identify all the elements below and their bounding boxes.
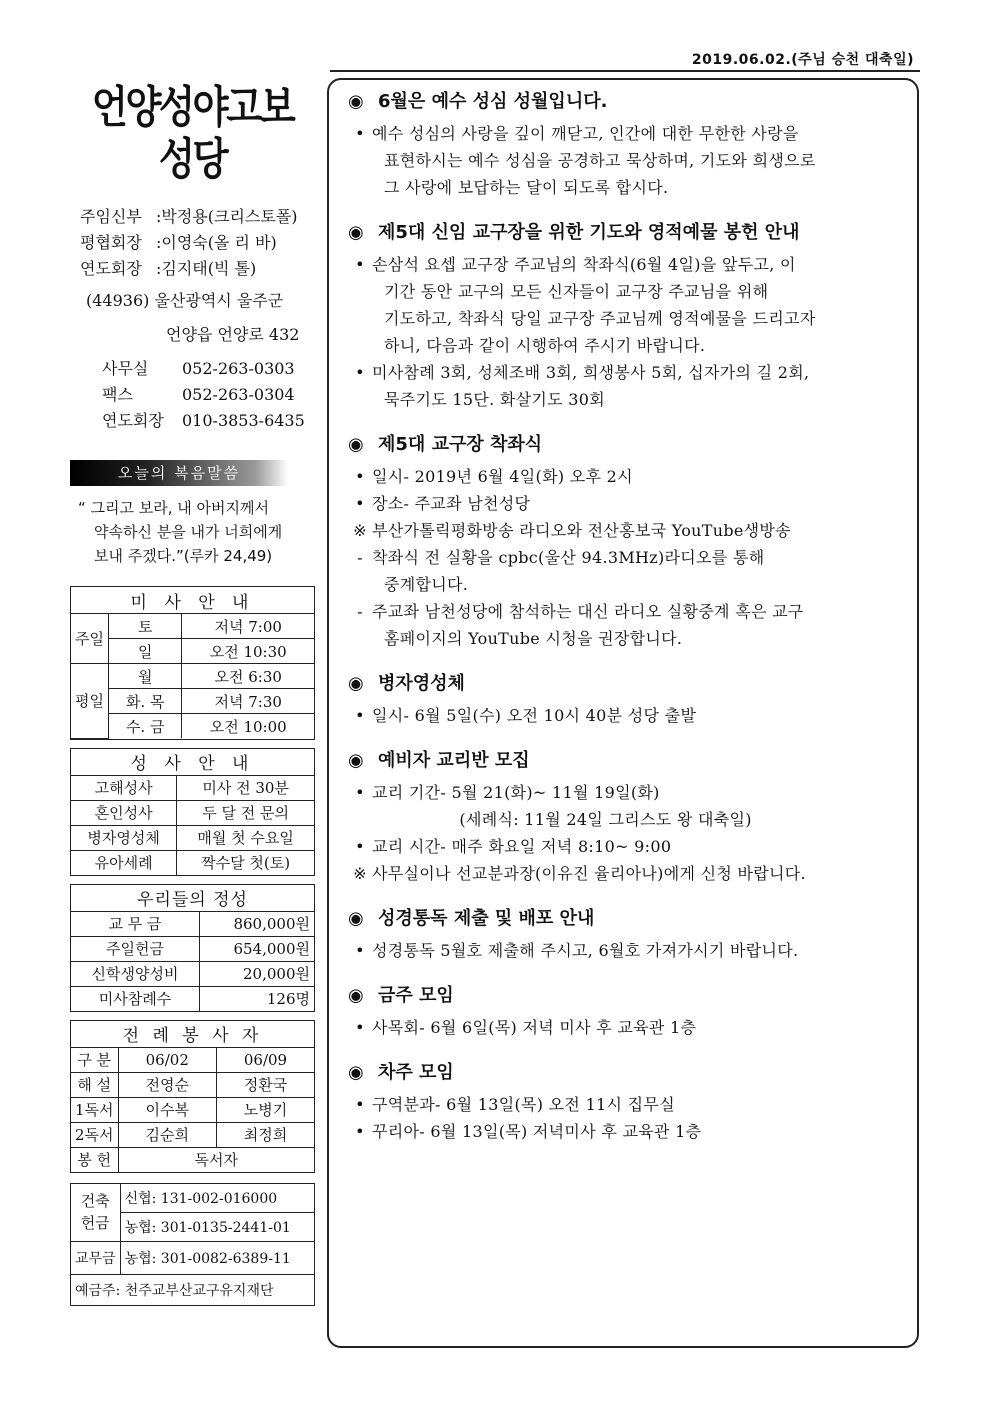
line-marker: ※ <box>353 521 367 540</box>
sunday-label: 주일 <box>71 614 108 664</box>
section-line: • 꾸리아- 6월 13일(목) 저녁미사 후 교육관 1층 <box>348 1118 908 1145</box>
section-line: • 구역분과- 6월 13일(목) 오전 11시 집무실 <box>348 1091 908 1118</box>
title-line-2: 성당 <box>158 134 227 185</box>
announcement-section <box>348 978 908 1041</box>
sacraments-table: 성 사 안 내 고해성사 미사 전 30분 혼인성사 두 달 전 문의 병자영성체 매월 첫 수요일 유아세례 짝수달 첫(토) <box>71 749 314 875</box>
offering-title: 우리들의 정성 <box>71 885 314 912</box>
section-bullet-icon: ◉ <box>348 91 364 112</box>
servers-table: 전 례 봉 사 자 구 분 06/02 06/09 해 설 전영순 정환국 1독서 이수복 노병기 2독서 김순희 최정희 봉 헌 독서자 <box>71 1021 314 1172</box>
section-line: • 예수 성심의 사랑을 깊이 깨닫고, 인간에 대한 무한한 사랑을 <box>348 120 908 147</box>
announcement-section <box>348 84 908 201</box>
section-line: 중계합니다. <box>384 575 469 594</box>
section-bullet-icon: ◉ <box>348 222 364 243</box>
section-line: • 사목회- 6월 6일(목) 저녁 미사 후 교육관 1층 <box>348 1014 908 1041</box>
title-line-1: 언양성야고보 <box>91 82 294 133</box>
section-line: 표현하시는 예수 성심을 공경하고 묵상하며, 기도와 희생으로 <box>384 151 816 170</box>
section-line: • 교리 시간- 매주 화요일 저녁 8:10~ 9:00 <box>348 833 908 860</box>
mass-title: 미 사 안 내 <box>71 587 314 614</box>
section-bullet-icon: ◉ <box>348 750 364 771</box>
header-rule <box>330 70 920 72</box>
line-marker: • <box>355 124 365 143</box>
section-title: ◉ 금주 모임 <box>348 978 908 1014</box>
building-fund-box <box>70 1183 315 1306</box>
section-line: ※ 부산가톨릭평화방송 라디오와 전산홍보국 YouTube생방송 <box>348 517 908 544</box>
section-line: • 손삼석 요셉 교구장 주교님의 착좌식(6월 4일)을 앞두고, 이 <box>348 251 908 278</box>
section-line: 기간 동안 교구의 모든 신자들이 교구장 주교님을 위해 <box>384 282 769 301</box>
section-bullet-icon: ◉ <box>348 1062 364 1083</box>
info-row: 평협회장 :이영숙(올 리 바) <box>80 233 277 252</box>
line-marker: • <box>355 837 365 856</box>
line-marker: • <box>355 706 365 725</box>
section-line: • 장소- 주교좌 남천성당 <box>348 490 908 517</box>
section-title: ◉ 성경통독 제출 및 배포 안내 <box>348 901 908 937</box>
staff-info <box>80 204 315 282</box>
line-marker: • <box>355 783 365 802</box>
mass-schedule-table: 미 사 안 내 주일 토 저녁 7:00 일 오전 10:30 평일 월 오전 6:30 화. 목 저녁 7:30 수. 금 오전 10:00 <box>71 587 314 739</box>
section-line: (세례식: 11월 24일 그리스도 왕 대축일) <box>384 810 752 829</box>
line-marker: • <box>355 363 365 382</box>
section-line: • 일시- 2019년 6월 4일(화) 오후 2시 <box>348 463 908 490</box>
announcement-section <box>348 901 908 964</box>
bulletin-date: 2019.06.02.(주님 승천 대축일) <box>691 52 914 68</box>
line-marker: ※ <box>353 864 367 883</box>
section-line: 묵주기도 15단. 화살기도 30회 <box>384 390 606 409</box>
offering-box <box>70 884 315 1012</box>
sacraments-box <box>70 748 315 876</box>
section-line: 홈페이지의 YouTube 시청을 권장합니다. <box>384 629 683 648</box>
announcement-section <box>348 427 908 652</box>
building-fund-table: 건축헌금 신협: 131-002-016000 농협: 301-0135-2441-01 교무금 농협: 301-0082-6389-11 예금주: 천주교부산교구유지재단 <box>71 1184 314 1305</box>
announcement-section <box>348 743 908 887</box>
section-bullet-icon: ◉ <box>348 908 364 929</box>
gospel-text: “ 그리고 보라, 내 아버지께서 약속하신 분을 내가 너희에게 보내 주겠다.”(루카 24,49) <box>78 499 283 565</box>
section-line: • 성경통독 5월호 제출해 주시고, 6월호 가져가시기 바랍니다. <box>348 937 908 964</box>
line-marker: • <box>355 494 365 513</box>
info-row: 연도회장 :김지태(빅 톨) <box>80 259 257 278</box>
contacts <box>70 356 315 434</box>
section-line: 그 사랑에 보답하는 달이 되도록 합시다. <box>384 178 669 197</box>
line-marker: • <box>355 1095 365 1114</box>
section-title: ◉ 병자영성체 <box>348 666 908 702</box>
address-line-1: (44936) 울산광역시 울주군 <box>86 291 284 310</box>
section-line: 기도하고, 착좌식 당일 교구장 주교님께 영적예물을 드리고자 <box>384 309 816 328</box>
info-row: 주임신부 :박정용(크리스토폴) <box>80 207 298 226</box>
line-marker: • <box>355 1018 365 1037</box>
line-marker: • <box>355 1122 365 1141</box>
parish-title <box>70 82 315 186</box>
line-marker: • <box>355 467 365 486</box>
section-bullet-icon: ◉ <box>348 985 364 1006</box>
announcement-section <box>348 666 908 729</box>
section-line: • 미사참례 3회, 성체조배 3회, 희생봉사 5회, 십자가의 길 2회, <box>348 359 908 386</box>
gospel-title-bar: 오늘의 복음말씀 <box>70 460 288 486</box>
contact-row: 연도회장 010-3853-6435 <box>102 411 305 430</box>
section-bullet-icon: ◉ <box>348 434 364 455</box>
announcement-section <box>348 1055 908 1145</box>
offering-table: 우리들의 정성 교 무 금 860,000원 주일헌금 654,000원 신학생양성비 20,000원 미사참례수 126명 <box>71 885 314 1011</box>
contact-row: 팩스 052-263-0304 <box>102 385 295 404</box>
line-marker: - <box>357 602 363 621</box>
section-line: ※ 사무실이나 선교분과장(이유진 율리아나)에게 신청 바랍니다. <box>348 860 908 887</box>
sacraments-title: 성 사 안 내 <box>71 749 314 776</box>
section-line: 하니, 다음과 같이 시행하여 주시기 바랍니다. <box>384 336 706 355</box>
announcement-section <box>348 215 908 413</box>
line-marker: - <box>357 548 363 567</box>
section-title: ◉ 제5대 교구장 착좌식 <box>348 427 908 463</box>
address <box>70 284 315 352</box>
section-title: ◉ 6월은 예수 성심 성월입니다. <box>348 84 908 120</box>
contact-row: 사무실 052-263-0303 <box>102 359 295 378</box>
mass-schedule-box <box>70 586 315 740</box>
section-title: ◉ 차주 모임 <box>348 1055 908 1091</box>
section-bullet-icon: ◉ <box>348 673 364 694</box>
servers-box <box>70 1020 315 1173</box>
section-title: ◉ 예비자 교리반 모집 <box>348 743 908 779</box>
section-line: - 착좌식 전 실황을 cpbc(울산 94.3MHz)라디오를 통해 <box>348 544 908 571</box>
address-line-2: 언양읍 언양로 432 <box>166 325 300 344</box>
section-line: • 일시- 6월 5일(수) 오전 10시 40분 성당 출발 <box>348 702 908 729</box>
servers-title: 전 례 봉 사 자 <box>71 1021 314 1048</box>
section-title: ◉ 제5대 신임 교구장을 위한 기도와 영적예물 봉헌 안내 <box>348 215 908 251</box>
weekday-label: 평일 <box>71 664 108 739</box>
line-marker: • <box>355 941 365 960</box>
left-column <box>70 80 315 1306</box>
section-line: - 주교좌 남천성당에 참석하는 대신 라디오 실황중계 혹은 교구 <box>348 598 908 625</box>
announcements <box>348 84 908 1159</box>
line-marker: • <box>355 255 365 274</box>
section-line: • 교리 기간- 5월 21(화)~ 11월 19일(화) <box>348 779 908 806</box>
